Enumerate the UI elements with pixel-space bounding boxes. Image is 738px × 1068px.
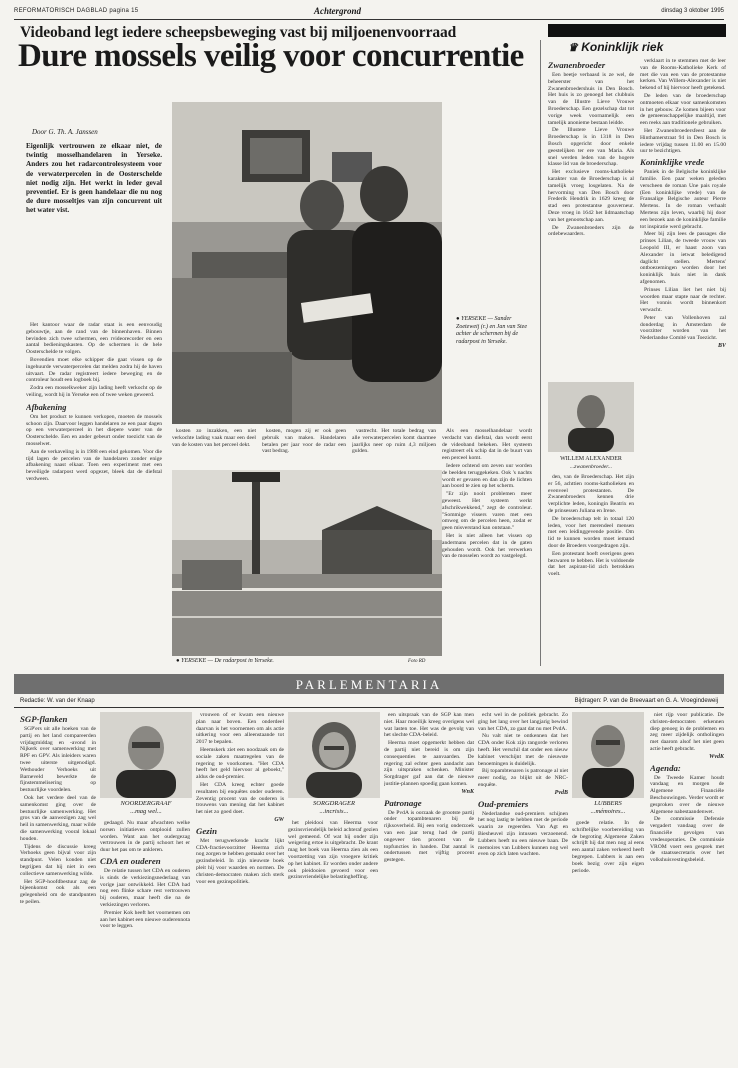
parlementaria-col8: niet rijp voor publicatie. De christen-democraten erkennen diep genoeg in de problemen en zeg meer zijdelijk ontholingen met daarom alsof het niet geen actie heeft gebracht. WvdK Agenda: De Tweede Kamer houdt vandaag en morgen de Algemene Financiële Beschouwingen. Verder wordt er gesproken over de nieuwe Algemene nabestaandenwet. De commissie Defensie vergadert vandaag over de financiële gevolgen van vredesoperaties. De commissie VROM voert een gesprek met de staatssecretaris over het volkshuisvestingsbeleid. [650,712,724,864]
masthead [14,6,724,20]
parlementaria-col2: gedaagd. Nu maar afwachten welke norsen initiatieven ontplooid zullen worden. Want aan het oudergezag vertrouwen in de partij schoort het er duur het pas om te ankleren. CDA en ouderen De relatie tussen het CDA en ouderen is sinds de verkiezingsnederlaag van vorige jaar ontwikkeld. Het CDA had nog een flinke schare rest vertrouwen bij ouderen, maar heeft die na de verkiezingen verloren. Premier Kok heeft het voornemen om aan het kabinet een nieuwe ouderennota voor te leggen. [100,820,190,930]
photo-caption-operators: ● YERSEKE — Sander Zoeteweij (r.) en Jan van Stee achter de schermen bij de radarpost in Yerseke. [456,316,527,345]
subhead-agenda: Agenda: [650,762,681,773]
parlementaria-col7: goede relatie. In de schriftelijke voorbereiding van de begroting Algemene Zaken schrijft hij dat men nog al eens een aantal zaken verkeerd heeft begrepen. Lubbers is aan een boek bezig over zijn eigen periode. [572,820,644,874]
portrait-caption-sorgdrager: SORGDRAGER ...incrisis... [313,800,355,815]
portrait-noordergraaf [100,712,192,798]
photo-radar-post [172,470,442,656]
column-divider [540,40,541,666]
photo-credit: Foto RD [408,659,426,664]
photo-caption-radar-post: ● YERSEKE — De radarpost in Yerseke. [176,658,274,664]
article-headline: Dure mossels veilig voor concurrentie [18,38,524,74]
parlementaria-rule [14,707,724,708]
subhead-koninklijke-vrede: Koninklijke vrede [640,157,705,168]
article-body-col5: Als een mosselhandelaar wordt verdacht van diefstal, dan wordt eerst de videoband bekeken. Het systeem registreert elk schip dat in de buurt van een perceel komt. Iedere ochtend om zeven uur worden de beelden teruggekeken. Ook 's nachts wordt er gevaren en dan zijn de lichten aan boord te zien op het scherm. "Er zijn nooit problemen meer geweest. Het systeem werkt afschrikwekkend," zegt de controleur. "Sommige vissers varen met een omweg om de percelen heen, zodat er geen misverstand kan ontstaan." Het is niet alleen het vissen op andermans percelen dat in de gaten gehouden wordt. Ook het verwerken van de mosselen wordt zo vastgelegd. [442,428,532,560]
subhead-cda-ouderen: CDA en ouderen [100,855,161,866]
article-lead: Eigenlijk vertrouwen ze elkaar niet, de twintig mosselhandelaren in Yerseke. Anders zou het radarcontrolesysteem voor de verwaterpercelen in de Oosterschelde niet nodig zijn. Het werkt in leder geval preventief. Er is geen handelaar die nu nog de dure mosseltjes van zijn concurrent uit het water vist. [26,142,162,215]
article-body-col3: kosten, mogen zij er ook geen gebruik van maken. Handelaren betalen per jaar voor de radar een vast bedrag. [262,428,346,455]
parlementaria-col3: vrouwen of er kwam een nieuwe plan naar boven. Een onderdeel daarvan is het voornemen om als actie uitkering voor een alleenstaande tot 2017 te bepalen. Heemskerk ziet een noodzaak om de sociale zaken maatregelen van de regering te voorkomen. "Het CDA heeft het geld hiervoor al geboekt," aldus de oud-premier. Het CDA kreeg echter goede resultaten bij enquêtes onder ouderen. Zeventig procent van de ouderen is trouwens van mening dat het kabinet het niet zo goed doet. GW Gezin Met terugwerkende kracht lijkt CDA-fractievoorzitter Heerma zich nog zorgen te hebben gemaakt over het gezinsbeleid. In zijn nieuwste boek pleit hij voor waarden en normen. De christen-democraten maken zich sterk voor een gezinspolitiek. [196,712,284,885]
portrait-sorgdrager [288,712,380,798]
column-title: ♛ Koninklijk riek [568,40,664,54]
crown-icon: ♛ [568,42,578,54]
bijdragen-credit: Bijdragen: P. van de Breevaart en G. A. Vroegindeweij [574,698,718,704]
signature-wvdk: WvdK [709,753,724,760]
subhead-sgp-flanken: SGP-flanken [20,714,68,724]
article-byline: Door G. Th. A. Janssen [32,128,98,136]
signature-gw: GW [274,816,284,823]
article-body-col1: Het kantoor waar de radar staat is een eenvoudig gebouwtje, aan de rand van de binnenhaven. Binnen bevinden zich twee schermen, een rvideorecorder en een aantal bedieningskasten. Op de schermen is de hele Oosterschelde te volgen. Bovendien moet elke schipper die gaat vissen op de ingehuurde verwaterpercelen dat melden zodra hij de haven uitvaart. De radar registreert iedere beweging en de controleur houdt een logboek bij. Zodra een mosselkweker zijn lading heeft verkocht op de veiling, wordt hij in Yerseke een of twee weken geweerd. Afbakening Om het product te kunnen verkopen, moeten de mossels schoon zijn. Daarvoor leggen handelaren ze een paar dagen op een verwaterperceel in het diepere water van de Oosterschelde. Een en ander gebeurt onder toezicht van de mosselwet. Aan de verkaveling is in 1988 een eind gekomen. Voor die tijd lagen de percelen van de handelaren zonder enige afbakening naast elkaar. Toen een experiment met een beveiligde radarpost werd opgezet, bleek dat de diefstal verdween. [26,322,162,482]
date-label: dinsdag 3 oktober 1995 [661,8,724,14]
photo-radar-operators-image [172,102,442,424]
photo-radar-post-image [172,470,442,656]
subhead-oud-premiers: Oud-premiers [478,798,529,809]
portrait-sorgdrager-image [288,712,380,798]
parlementaria-col1: SGP-flanken SGP'ers uit alle hoeken van de partij en het land compareerden vrijdagmiddag en -avond in Nijkerk over samenwerking met RPF en GPV. Als inleiders waren twee uiterste uitgenodigd. Wethouder Verhoeks uit Barneveld bewerkte de fijnstemmelisering op bestuurlijke voordelen. Ook het verdere deel van de samenkomst ging over de bestuurlijke samenwerking. Het gros van de aanwezigen zag wel heil in samenwerking, maar wilde die samenwerking vooral lokaal houden. Tijdens de discussie kreeg Verhoeks geen bijval voor zijn standpunt. Velen konden niet begrijpen dat hij niet in een collectieve samenwerking wilde. Het SGP-hoofdbestuur zag de bijeenkomst ook als een gelegenheid om de standpunten te peilen. [20,714,96,905]
redactie-credit: Redactie: W. van der Knaap [20,698,95,704]
subhead-gezin: Gezin [196,825,218,836]
koninklijk-col1-lower: den, van de Broederschap. Het zijn er 56, achttien rooms-katholieken en evenveel protestanten. De Zwanenbroeders kennen drie verplichte leden, koningin Beatrix en de prinsessen Juliana en Irene. De broederschap telt in totaal 120 leden, voor het merendeel mensen met een leidinggevende positie. Om lid te kunnen worden moet iemand door de Broeders voorgedragen zijn. Een protestant hoeft overigens geen bezwaren te hebben. Het is voldoende dat het aspirant-lid zich betrokken voelt. [548,474,634,578]
portrait-noordergraaf-image [100,712,192,798]
signature-wnk: WnK [461,788,474,795]
parlementaria-col4: het pleidooi van Heerma voor gezinsvriendelijk beleid achteraf gezien wel gemeend. Of wat hij onder zijn weigering ertoe is uitgebracht. De krant mag het boek van Heerma zien als een voortzetting van zijn vroegere kritiek op het kabinet. Er worden onder andere ook pleidooien gevoerd voor een gezinsvriendelijke belastingheffing. [288,820,378,881]
portrait-caption-lubbers: LUBBERS ...mémoires... [590,800,626,815]
photo-radar-operators [172,102,442,424]
portrait-willem-alexander [548,382,634,452]
subhead-zwanenbroeder: Zwanenbroeder [548,60,606,70]
koninklijk-col2: verklaart in te stemmen met de leer van de Rooms-Katholieke Kerk of met die van een van de protestantse kerken. Van Willem-Alexander is niet bekend of hij hiervoor heeft getekend. De leden van de broederschap ontmoeten elkaar voor samenkomsten in het gebouw. Ze komen bijeen voor de gemeenschappelijke maaltijd, met een reeks aan traditionele gebruiken. Het Zwanenbroedersfeest aan de Hinthamerstraat 94 in Den Bosch is iedere vrijdag tussen 11.00 en 15.00 uur te bezichtigen. Koninklijke vrede Paniek in de Belgische koninklijke familie. Een paar weken geleden verscheen de roman Une pais royale (Een koninklijke vrede) van de Fransalige Belgische auteur Pierre Mertens. In de roman verhaalt Mertens zijn leven, waarbij hij door een bezoek aan de koninklijke familie tot inspiratie werd gebracht. Meer bij zijn lees de passages die prinses Lilian, de tweede vrouw van Leopold III, er haast zoon van Alexander in ietwat beledigend daglicht stellen. Mertens' ontboezemingen worden door het koninklijk huis niet in dank afgenomen. Prinses Lilian liet het niet bij woorden maar stapte naar de rechter. Het vonnis wordt binnenkort verwacht. Peter van Vollenhoven zal donderdag in Amsterdam de voorzitter worden van het Nederlandse Comité van Toezicht. BV [640,58,726,350]
portrait-caption-noordergraaf: NOORDERGRAAF ...mag wel... [120,800,172,815]
portrait-lubbers [572,712,644,798]
signature-bv: BV [717,343,726,350]
article-body-col4: vastrecht. Het totale bedrag van alle verwaterpercelen komt daarmee jaarlijks neer op ruim 4,3 miljoen gulden. [352,428,436,455]
subhead-patronage: Patronage [384,797,422,808]
parlementaria-banner [14,674,724,694]
article-kicker: Videoband legt iedere scheepsbeweging vast bij miljoenenvoorraad [20,24,457,41]
portrait-caption-willem-alexander: WILLEM ALEXANDER ...zwanenbroeder... [560,456,622,470]
signature-pvdb: PvdB [554,789,568,796]
parlementaria-col5: een uitspraak van de SGP kan men niet. Haar moeilijk kreeg overigens wel wat lasten toe. Het was de gevolg van het slechte CDA-beleid. Heerma moet opgemerkt hebben dat de partij niet bereid is om zijn consequenties te aanvaarden. De regering zal echter geen aandacht aan zijn uitspraken schenken. Minister Sorgdrager gaf aan dat de nieuwe justitie-plannen spoedig gaan komen. WnK Patronage De PvdA is oorzaak de grootste partij onder topambtenaren bij de rijksoverheid. Bij een vorig onderzoek van een jaar terug had de partij ongeveer tien procent van de topfuncties in handen. Dat aantal is ondertussen met vijftig procent gestegen. [384,712,474,864]
paper-page-label: REFORMATORISCH DAGBLAD pagina 15 [14,8,139,14]
portrait-willem-alexander-image [548,382,634,452]
article-body-col2: kosten zo inzakken, een niet verkochte lading vaak maar een deel van de kosten van het perceel dekt. [172,428,256,448]
parlementaria-title: PARLEMENTARIA [295,677,443,692]
subhead-afbakening: Afbakening [26,402,67,412]
koninklijk-col1: Zwanenbroeder Een beetje verbaasd is ze wel, de beheerster van het Zwanenbroedershuis in Den Bosch. Het huis is zo genoegd het clubhuis van de Illustre Lieve Vrouwe Broederschap. Een gezelschap dat tot vorige week voornamelijk een tamelijk anonieme bestaan leidde. De Illustere Lieve Vrouwe Broederschap is in 1318 in Den Bosch opgericht door enkele geestelijken ter ere van Maria. Als snel werden leden van de hogere klasse lid van de broederschap. Het exclusieve rooms-katholieke karakter van de Broederschap is al tamelijk vroeg losgelaten. Na de hervorming van Den Bosch door Frederik Hendrik in 1629 kreeg de stad een protestantse gouverneur. Deze vroeg in 1642 het lidmaatschap van het genootschap aan. De Zwanenbroeders zijn de ordebewaarders. [548,60,634,238]
parlementaria-col6: echt wel in de politiek gebracht. Zo ging het lang over het langjarig bewind van het CDA, zo gaat dat nu met PvdA. Nu valt niet te ontkennen dat het CDA onder Kok zijn rangorde verloren heeft. Het verschil dat onder een nieuw kabinet verschijnt met de nieuwste benoemingen is duidelijk. Bij topambtenaren is patronage al niet meer nodig, zo blijkt uit de NRC-enquête. PvdB Oud-premiers Nederlandse oud-premiers schijnen het nog lastig te hebben met de periode waarin ze regeerden. Van Agt en Biesheuvel zijn intussen verzoenend. Lubbers heeft nu een nieuwe baan. De memoires van Lubbers kunnen nog wel even op zich laten wachten. [478,712,568,858]
portrait-lubbers-image [572,712,644,798]
column-header-bar [548,24,726,37]
section-label: Achtergrond [314,6,362,16]
